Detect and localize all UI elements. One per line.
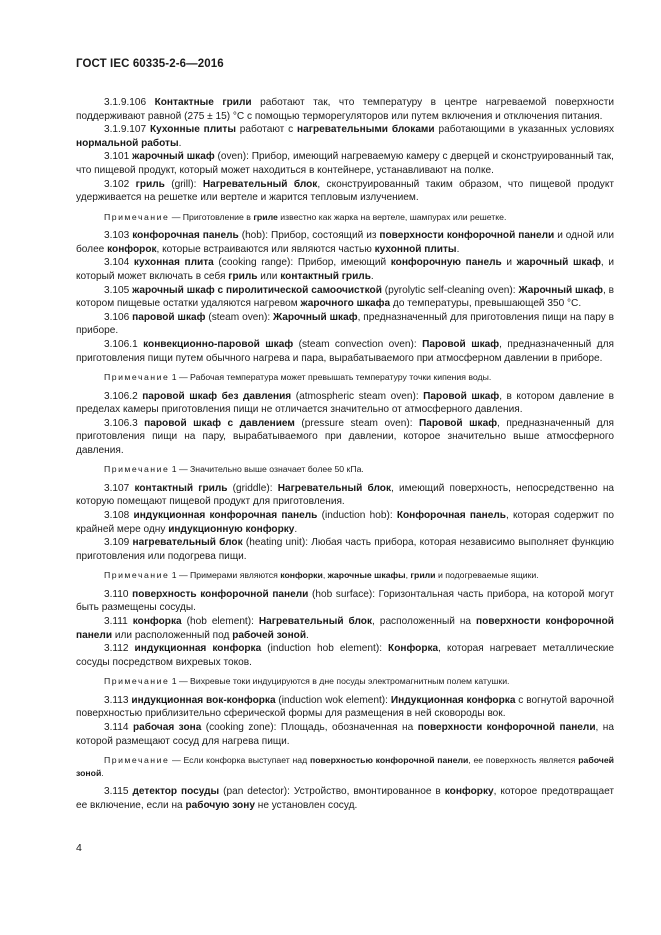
definition-paragraph xyxy=(76,509,614,536)
definition-paragraph xyxy=(76,785,614,812)
body-text: и одной или более xyxy=(76,230,614,255)
body-text: 3.114 xyxy=(104,722,133,733)
definition-paragraph xyxy=(76,642,614,669)
term-text: рабочая зона xyxy=(132,722,202,733)
body-text: . xyxy=(306,629,309,641)
body-text: и подогреваемые ящики. xyxy=(435,570,539,581)
term-text: нагревательный блок xyxy=(132,537,243,549)
note-label: Примечание xyxy=(104,570,170,581)
definition-paragraph xyxy=(76,229,614,256)
body-text: (pyrolytic self-cleaning oven): xyxy=(381,284,519,296)
body-text: . xyxy=(370,270,374,282)
term-text: паровой шкаф с давлением xyxy=(144,417,295,429)
body-text: 3.106.2 xyxy=(104,390,143,402)
term-text: Жарочный шкаф xyxy=(273,311,358,323)
term-text: жарочные шкафы xyxy=(327,570,406,581)
body-text: , предназначенный для приготовления пищи на пару, вырабатываемого при давлении, которое значительно выше атмосферного давления. xyxy=(76,417,615,456)
body-text: 3.110 xyxy=(104,588,133,600)
term-text: гриль xyxy=(135,178,165,190)
body-text: или xyxy=(257,270,281,282)
term-text: кухонной плиты xyxy=(374,243,457,255)
body-text: , предназначенный для приготовления пищи на пару в приборе. xyxy=(76,311,615,337)
body-text: (hob surface): Горизонтальная часть прибора, на которой могут быть размещены сосуды. xyxy=(76,588,614,614)
body-text: работают так, что температуру в центре нагреваемой поверхности поддерживают равной (275 ± 15) °С с помощью терморегуляторов или путем включения и отключения питания. xyxy=(76,97,614,122)
note-paragraph xyxy=(76,463,614,475)
term-text: Паровой шкаф xyxy=(423,390,500,402)
term-text: Паровой шкаф xyxy=(422,338,500,350)
definition-paragraph xyxy=(76,588,614,615)
body-text: 3.113 xyxy=(104,694,132,706)
body-text: (hob element): xyxy=(181,616,259,628)
term-text: конфорочная панель xyxy=(132,230,239,242)
body-text: (pressure steam oven): xyxy=(294,417,419,429)
term-text: паровой шкаф xyxy=(132,311,206,323)
running-header: ГОСТ IEC 60335-2-6—2016 xyxy=(76,58,224,70)
definition-paragraph xyxy=(76,694,614,721)
body-text: . xyxy=(456,243,460,255)
body-text: , которые встраиваются или являются частью xyxy=(156,243,375,255)
term-text: грили xyxy=(410,570,436,581)
definition-paragraph xyxy=(76,96,614,123)
term-text: рабочей зоной xyxy=(76,755,614,778)
body-text: (oven): Прибор, имеющий нагреваемую камеру с дверцей и сконструированный так, что пищевой продукт, который может находиться в контейнере, устанавливают на полке. xyxy=(76,151,614,176)
body-text: . xyxy=(178,137,182,149)
definition-paragraph xyxy=(76,417,614,458)
body-text: . xyxy=(294,523,298,535)
body-text: (pan detector): Устройство, вмонтированное в xyxy=(219,786,445,797)
body-text: до температуры, превышающей 350 °С. xyxy=(390,298,582,310)
body-text: , ее поверхность является xyxy=(468,755,579,766)
body-text: известно как жарка на вертеле, шампурах или решетке. xyxy=(277,211,507,222)
body-text: (induction hob): xyxy=(317,510,397,522)
page-number: 4 xyxy=(76,842,82,854)
body-text: 3.102 xyxy=(104,178,136,190)
term-text: индукционную конфорку xyxy=(168,523,295,535)
term-text: конвекционно-паровой шкаф xyxy=(143,338,294,350)
body-text: 3.115 xyxy=(104,786,133,797)
term-text: нормальной работы xyxy=(76,137,179,149)
body-text: , и который может включать в себя xyxy=(76,257,614,282)
body-text: 1 — Рабочая температура может превышать температуру точки кипения воды. xyxy=(169,372,492,383)
body-text: — Если конфорка выступает над xyxy=(169,755,310,766)
term-text: Нагревательный блок xyxy=(277,482,392,494)
definition-paragraph xyxy=(76,390,614,417)
body-text: . xyxy=(101,767,104,778)
definition-paragraph xyxy=(76,482,614,509)
body-text: — Приготовление в xyxy=(169,211,254,222)
note-label: Примечание xyxy=(104,676,170,687)
note-paragraph xyxy=(76,754,614,779)
body-text: , предназначенный для приготовления пищи путем обычного нагрева и пара, вырабатываемого при атмосферном давлении в приборе. xyxy=(76,338,615,364)
term-text: поверхность конфорочной панели xyxy=(132,588,309,600)
definition-paragraph xyxy=(76,615,614,642)
note-paragraph xyxy=(76,211,614,223)
body-text: , которая содержит по крайней мере одну xyxy=(76,510,614,535)
body-text: 1 — Примерами являются xyxy=(169,570,281,581)
body-text: 3.108 xyxy=(104,510,134,522)
term-text: индукционная конфорочная панель xyxy=(133,510,318,522)
body-text: , на которой размещают сосуд для нагрева пищи. xyxy=(76,722,614,747)
term-text: индукционная конфорка xyxy=(134,643,262,655)
definition-paragraph xyxy=(76,536,614,563)
definition-paragraph xyxy=(76,150,614,177)
term-text: гриле xyxy=(253,211,278,222)
body-text: 3.1.9.107 xyxy=(104,124,150,136)
term-text: конфорку xyxy=(444,786,494,797)
term-text: кухонная плита xyxy=(133,257,214,269)
definition-paragraph xyxy=(76,284,614,311)
term-text: Нагревательный блок xyxy=(202,178,318,190)
term-text: паровой шкаф без давления xyxy=(142,390,292,402)
body-text: и xyxy=(501,257,517,269)
body-text: или расположенный под xyxy=(112,629,233,641)
definition-paragraph xyxy=(76,123,614,150)
body-text: (grill): xyxy=(164,178,203,190)
body-text: 3.109 xyxy=(104,537,133,549)
body-text: , которая нагревает металлические сосуды посредством вихревых токов. xyxy=(76,643,614,668)
body-text: 3.107 xyxy=(104,482,135,494)
term-text: гриль xyxy=(228,270,258,282)
term-text: Индукционная конфорка xyxy=(390,694,516,706)
body-text: (heating unit): Любая часть прибора, которая независимо выполняет функцию приготовления или подогрева пищи. xyxy=(76,537,614,562)
body-text: , в котором пищевые остатки удаляются нагревом xyxy=(76,284,614,310)
term-text: индукционная вок-конфорка xyxy=(131,694,276,706)
term-text: поверхности конфорочной панели xyxy=(417,722,596,733)
body-text: 3.106.3 xyxy=(104,417,145,429)
body-text: 3.101 xyxy=(104,151,133,163)
body-text: (induction hob element): xyxy=(261,643,389,655)
body-text: , имеющий поверхность, непосредственно на которую помещают пищевой продукт для приготовления. xyxy=(76,482,615,508)
document-body xyxy=(76,96,614,812)
definition-paragraph xyxy=(76,721,614,748)
note-paragraph xyxy=(76,569,614,581)
body-text: , xyxy=(322,570,328,581)
body-text: , сконструированный таким образом, что пищевой продукт удерживается на решетке или вертеле и жарится тепловым излучением. xyxy=(76,178,615,204)
term-text: конфорок xyxy=(107,243,157,255)
body-text: 3.112 xyxy=(104,643,135,655)
term-text: Паровой шкаф xyxy=(419,417,498,429)
body-text: (induction wok element): xyxy=(275,694,391,706)
term-text: контактный гриль xyxy=(280,270,371,282)
body-text: с вогнутой варочной поверхностью приблизительно сферической формы для размещения в ней сковороды вок. xyxy=(76,694,614,720)
body-text: , xyxy=(405,570,411,581)
definition-paragraph xyxy=(76,311,614,338)
body-text: 3.103 xyxy=(104,230,133,242)
body-text: (atmospheric steam oven): xyxy=(291,390,424,402)
definition-paragraph xyxy=(76,256,614,283)
body-text: 3.1.9.106 xyxy=(104,97,155,108)
body-text: , в котором давление в пределах камеры приготовления пищи не отличается значительно от атмосферного давления. xyxy=(76,390,615,416)
body-text: , расположенный на xyxy=(372,616,477,628)
body-text: работающими в указанных условиях xyxy=(434,124,614,136)
note-label: Примечание xyxy=(104,211,170,222)
term-text: Кухонные плиты xyxy=(149,124,236,136)
body-text: (griddle): xyxy=(227,482,278,494)
body-text: (steam oven): xyxy=(205,311,274,323)
body-text: 3.111 xyxy=(104,616,133,628)
term-text: конфорки xyxy=(280,570,323,581)
term-text: Конфорка xyxy=(388,643,439,655)
note-label: Примечание xyxy=(104,464,170,475)
term-text: Контактные грили xyxy=(154,97,252,108)
note-label: Примечание xyxy=(104,755,170,766)
definition-paragraph xyxy=(76,338,614,365)
term-text: рабочую зону xyxy=(185,799,255,811)
term-text: Жарочный шкаф xyxy=(518,284,603,296)
body-text: (hob): Прибор, состоящий из xyxy=(238,230,380,242)
term-text: контактный гриль xyxy=(134,482,228,494)
body-text: (cooking range): Прибор, имеющий xyxy=(213,257,391,269)
term-text: жарочный шкаф xyxy=(516,257,601,269)
term-text: конфорка xyxy=(132,616,182,628)
definition-paragraph xyxy=(76,178,614,205)
note-paragraph xyxy=(76,675,614,687)
body-text: 3.105 xyxy=(104,284,133,296)
term-text: поверхности конфорочной панели xyxy=(76,616,614,641)
body-text: 1 — Значительно выше означает более 50 кПа. xyxy=(169,464,364,475)
note-label: Примечание xyxy=(104,372,170,383)
body-text: 3.104 xyxy=(104,257,134,269)
term-text: Нагревательный блок xyxy=(258,616,373,628)
term-text: конфорочную панель xyxy=(390,257,502,269)
term-text: Конфорочная панель xyxy=(396,510,506,522)
term-text: жарочный шкаф xyxy=(132,151,215,163)
body-text: 3.106 xyxy=(104,311,133,323)
term-text: жарочный шкаф с пиролитической самоочисткой xyxy=(132,284,382,296)
body-text: 3.106.1 xyxy=(104,338,144,350)
body-text: (steam convection oven): xyxy=(293,338,423,350)
note-paragraph xyxy=(76,371,614,383)
body-text: , которое предотвращает ее включение, если на xyxy=(76,786,614,811)
body-text: работают с xyxy=(235,124,298,136)
term-text: поверхностью конфорочной панели xyxy=(309,755,469,766)
body-text: не установлен сосуд. xyxy=(254,799,358,811)
body-text: 1 — Вихревые токи индуцируются в дне посуды электромагнитным полем катушки. xyxy=(169,676,510,687)
term-text: рабочей зоной xyxy=(232,629,307,641)
term-text: жарочного шкафа xyxy=(300,298,391,310)
term-text: нагревательными блоками xyxy=(297,124,435,136)
term-text: поверхности конфорочной панели xyxy=(379,230,555,242)
body-text: (cooking zone): Площадь, обозначенная на xyxy=(201,722,418,733)
term-text: детектор посуды xyxy=(132,786,220,797)
